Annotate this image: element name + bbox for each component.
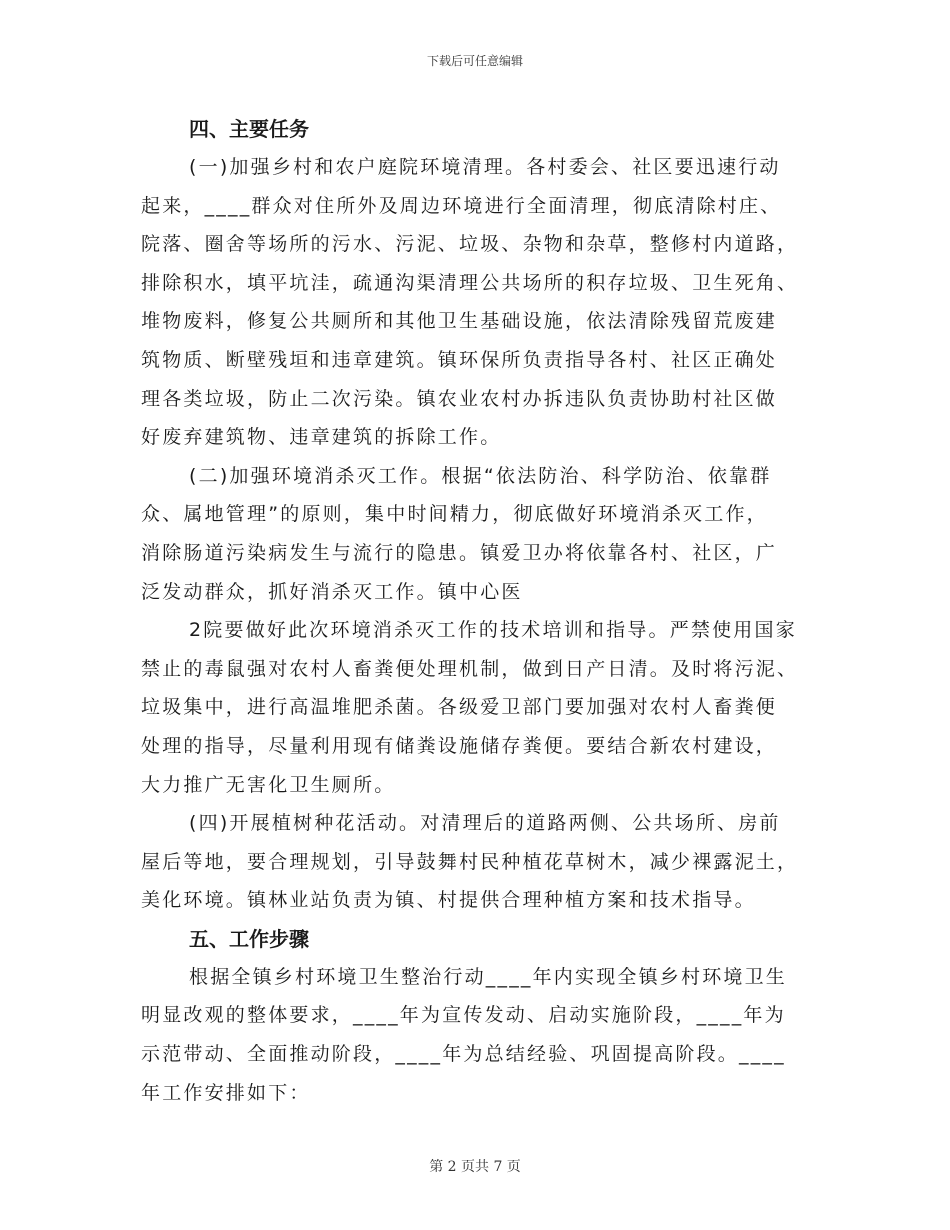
page-header: 下载后可任意编辑	[426, 54, 523, 68]
text-line: 明显改观的整体要求，____年为宣传发动、启动实施阶段，____年为	[141, 1004, 786, 1027]
text-line: 好废弃建筑物、违章建筑的拆除工作。	[141, 426, 502, 449]
text-line: 众、属地管理”的原则，集中时间精力，彻底做好环境消杀灭工作，	[141, 503, 768, 526]
section-heading-work-steps: 五、工作步骤	[189, 926, 309, 951]
text-line: 筑物质、断壁残垣和违章建筑。镇环保所负责指导各村、社区正确处	[141, 348, 778, 371]
text-line: 屋后等地，要合理规划，引导鼓舞村民种植花草树木，减少裸露泥土，	[141, 850, 799, 873]
text-line: 禁止的毒鼠强对农村人畜粪便处理机制，做到日产日清。及时将污泥、	[141, 657, 799, 680]
page-footer: 第 2 页共 7 页	[429, 1159, 521, 1175]
text-line: 垃圾集中，进行高温堆肥杀菌。各级爱卫部门要加强对农村人畜粪便	[141, 696, 778, 719]
text-line: 排除积水，填平坑洼，疏通沟渠清理公共场所的积存垃圾、卫生死角、	[141, 271, 799, 294]
text-line: 泛发动群众，抓好消杀灭工作。镇中心医	[141, 580, 523, 603]
text-line: 2院要做好此次环境消杀灭工作的技术培训和指导。严禁使用国家	[189, 619, 797, 642]
text-line: (二)加强环境消杀灭工作。根据“依法防治、科学防治、依靠群	[189, 464, 772, 487]
text-line: 堆物废料，修复公共厕所和其他卫生基础设施，依法清除残留荒废建	[141, 310, 778, 333]
text-line: 美化环境。镇林业站负责为镇、村提供合理种植方案和技术指导。	[141, 889, 756, 912]
text-line: 年工作安排如下：	[141, 1081, 311, 1104]
paragraph-work-schedule	[141, 958, 813, 1112]
paragraph-disinfection	[141, 457, 813, 611]
text-line: (四)开展植树种花活动。对清理后的道路两侧、公共场所、房前	[189, 812, 781, 835]
text-line: (一)加强乡村和农户庭院环境清理。各村委会、社区要迅速行动	[189, 156, 781, 178]
text-line: 大力推广无害化卫生厕所。	[141, 773, 396, 796]
text-line: 理各类垃圾，防止二次污染。镇农业农村办拆违队负责协助村社区做	[141, 387, 778, 410]
text-line: 院落、圈舍等场所的污水、污泥、垃圾、杂物和杂草，整修村内道路，	[141, 233, 799, 256]
text-line: 示范带动、全面推动阶段，____年为总结经验、巩固提高阶段。____	[141, 1043, 786, 1066]
paragraph-village-cleanup	[141, 148, 813, 457]
paragraph-tree-planting	[141, 804, 813, 920]
section-heading-main-tasks: 四、主要任务	[189, 117, 309, 141]
paragraph-hospital-training	[141, 611, 813, 804]
document-body	[141, 110, 813, 1112]
text-line: 起来，____群众对住所外及周边环境进行全面清理，彻底清除村庄、	[141, 194, 782, 217]
text-line: 根据全镇乡村环境卫生整治行动____年内实现全镇乡村环境卫生	[189, 965, 788, 988]
text-line: 处理的指导，尽量利用现有储粪设施储存粪便。要结合新农村建设，	[141, 734, 778, 757]
text-line: 消除肠道污染病发生与流行的隐患。镇爱卫办将依靠各村、社区，广	[141, 541, 778, 564]
